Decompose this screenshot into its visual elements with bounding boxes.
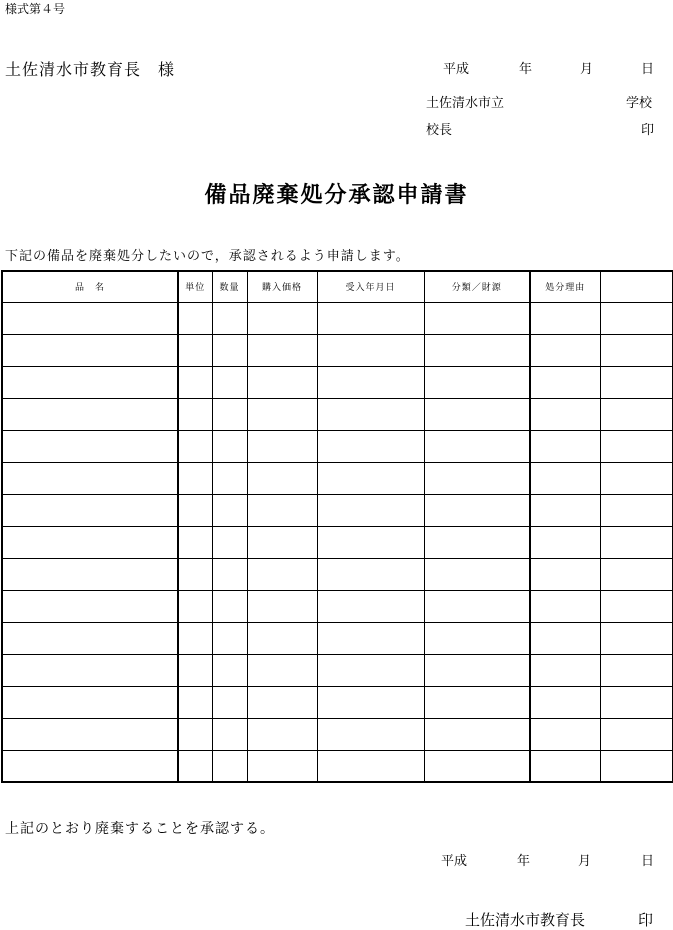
cell-disposal-reason[interactable] (530, 526, 600, 558)
date-bottom (0, 850, 673, 868)
cell-received-date[interactable] (317, 462, 424, 494)
cell-received-date[interactable] (317, 622, 424, 654)
cell-classification[interactable] (424, 302, 530, 334)
table-row (2, 558, 673, 590)
cell-disposal-reason[interactable] (530, 462, 600, 494)
cell-received-date[interactable] (317, 526, 424, 558)
date-era: 平成 (441, 854, 468, 869)
cell-received-date[interactable] (317, 334, 424, 366)
cell-unit[interactable] (178, 622, 212, 654)
cell-classification[interactable] (424, 686, 530, 718)
cell-classification[interactable] (424, 398, 530, 430)
cell-purchase-price[interactable] (247, 750, 317, 782)
cell-quantity[interactable] (212, 302, 247, 334)
cell-received-date[interactable] (317, 590, 424, 622)
cell-blank[interactable] (600, 334, 673, 366)
table-row (2, 622, 673, 654)
cell-item-name[interactable] (2, 334, 178, 366)
cell-purchase-price[interactable] (247, 558, 317, 590)
cell-classification[interactable] (424, 718, 530, 750)
cell-purchase-price[interactable] (247, 302, 317, 334)
cell-blank[interactable] (600, 654, 673, 686)
table-row (2, 654, 673, 686)
cell-classification[interactable] (424, 366, 530, 398)
cell-item-name[interactable] (2, 590, 178, 622)
cell-item-name[interactable] (2, 366, 178, 398)
cell-unit[interactable] (178, 718, 212, 750)
items-table (1, 270, 673, 783)
cell-blank[interactable] (600, 494, 673, 526)
cell-classification[interactable] (424, 558, 530, 590)
cell-quantity[interactable] (212, 590, 247, 622)
table-row (2, 494, 673, 526)
cell-classification[interactable] (424, 654, 530, 686)
form-number: 様式第４号 (5, 2, 66, 16)
cell-purchase-price[interactable] (247, 334, 317, 366)
cell-classification[interactable] (424, 462, 530, 494)
cell-item-name[interactable] (2, 686, 178, 718)
cell-disposal-reason[interactable] (530, 718, 600, 750)
approval-text: 上記のとおり廃棄することを承認する。 (5, 821, 275, 837)
header-classification: 分類／財源 (424, 271, 530, 302)
cell-received-date[interactable] (317, 654, 424, 686)
cell-received-date[interactable] (317, 558, 424, 590)
cell-received-date[interactable] (317, 430, 424, 462)
table-row (2, 398, 673, 430)
issuer-name: 土佐清水市教育長 (465, 911, 586, 929)
cell-item-name[interactable] (2, 526, 178, 558)
date-year: 年 (517, 854, 531, 869)
principal-label: 校長 (426, 123, 453, 138)
header-unit: 単位 (178, 271, 212, 302)
cell-purchase-price[interactable] (247, 686, 317, 718)
cell-quantity[interactable] (212, 686, 247, 718)
cell-received-date[interactable] (317, 494, 424, 526)
cell-classification[interactable] (424, 334, 530, 366)
cell-blank[interactable] (600, 718, 673, 750)
cell-unit[interactable] (178, 654, 212, 686)
cell-unit[interactable] (178, 686, 212, 718)
cell-quantity[interactable] (212, 558, 247, 590)
cell-item-name[interactable] (2, 398, 178, 430)
cell-quantity[interactable] (212, 462, 247, 494)
cell-blank[interactable] (600, 590, 673, 622)
date-day: 日 (641, 854, 655, 869)
cell-blank[interactable] (600, 622, 673, 654)
date-month: 月 (578, 854, 592, 869)
header-item-name: 品 名 (2, 271, 178, 302)
cell-quantity[interactable] (212, 654, 247, 686)
table-row (2, 430, 673, 462)
cell-item-name[interactable] (2, 462, 178, 494)
cell-quantity[interactable] (212, 718, 247, 750)
cell-unit[interactable] (178, 366, 212, 398)
cell-blank[interactable] (600, 750, 673, 782)
cell-item-name[interactable] (2, 750, 178, 782)
table-row (2, 750, 673, 782)
cell-unit[interactable] (178, 462, 212, 494)
cell-blank[interactable] (600, 398, 673, 430)
cell-purchase-price[interactable] (247, 398, 317, 430)
cell-purchase-price[interactable] (247, 526, 317, 558)
cell-received-date[interactable] (317, 750, 424, 782)
cell-classification[interactable] (424, 494, 530, 526)
cell-purchase-price[interactable] (247, 430, 317, 462)
cell-unit[interactable] (178, 494, 212, 526)
cell-unit[interactable] (178, 430, 212, 462)
cell-unit[interactable] (178, 334, 212, 366)
date-year: 年 (519, 62, 533, 77)
header-row (2, 271, 673, 302)
cell-purchase-price[interactable] (247, 462, 317, 494)
cell-disposal-reason[interactable] (530, 430, 600, 462)
cell-purchase-price[interactable] (247, 590, 317, 622)
cell-disposal-reason[interactable] (530, 686, 600, 718)
cell-unit[interactable] (178, 398, 212, 430)
date-era: 平成 (443, 62, 470, 77)
cell-received-date[interactable] (317, 366, 424, 398)
table-row (2, 462, 673, 494)
intro-text: 下記の備品を廃棄処分したいので，承認されるよう申請します。 (5, 249, 410, 264)
cell-disposal-reason[interactable] (530, 654, 600, 686)
school-prefix: 土佐清水市立 (426, 96, 505, 111)
cell-classification[interactable] (424, 430, 530, 462)
cell-received-date[interactable] (317, 718, 424, 750)
cell-blank[interactable] (600, 526, 673, 558)
cell-unit[interactable] (178, 558, 212, 590)
cell-quantity[interactable] (212, 622, 247, 654)
header-received-date: 受入年月日 (317, 271, 424, 302)
cell-item-name[interactable] (2, 654, 178, 686)
cell-classification[interactable] (424, 750, 530, 782)
cell-unit[interactable] (178, 302, 212, 334)
issuer-seal: 印 (638, 911, 654, 929)
table-row (2, 718, 673, 750)
cell-quantity[interactable] (212, 750, 247, 782)
cell-unit[interactable] (178, 526, 212, 558)
cell-unit[interactable] (178, 750, 212, 782)
table-row (2, 590, 673, 622)
cell-blank[interactable] (600, 462, 673, 494)
school-suffix: 学校 (626, 96, 653, 111)
date-top (0, 58, 673, 76)
cell-quantity[interactable] (212, 430, 247, 462)
table-row (2, 526, 673, 558)
header-quantity: 数量 (212, 271, 247, 302)
cell-received-date[interactable] (317, 686, 424, 718)
cell-blank[interactable] (600, 686, 673, 718)
cell-classification[interactable] (424, 590, 530, 622)
cell-received-date[interactable] (317, 302, 424, 334)
cell-item-name[interactable] (2, 718, 178, 750)
cell-purchase-price[interactable] (247, 622, 317, 654)
cell-item-name[interactable] (2, 558, 178, 590)
header-blank (600, 271, 673, 302)
cell-blank[interactable] (600, 302, 673, 334)
table-row (2, 302, 673, 334)
date-day: 日 (641, 62, 655, 77)
addressee: 土佐清水市教育長 様 (5, 60, 176, 79)
cell-purchase-price[interactable] (247, 366, 317, 398)
table-row (2, 334, 673, 366)
header-purchase-price: 購入価格 (247, 271, 317, 302)
cell-disposal-reason[interactable] (530, 750, 600, 782)
document-title: 備品廃棄処分承認申請書 (204, 183, 469, 208)
table-row (2, 686, 673, 718)
cell-quantity[interactable] (212, 334, 247, 366)
cell-disposal-reason[interactable] (530, 494, 600, 526)
table-row (2, 366, 673, 398)
cell-disposal-reason[interactable] (530, 622, 600, 654)
cell-blank[interactable] (600, 558, 673, 590)
cell-blank[interactable] (600, 430, 673, 462)
cell-disposal-reason[interactable] (530, 302, 600, 334)
principal-seal: 印 (641, 123, 655, 138)
cell-purchase-price[interactable] (247, 718, 317, 750)
header-disposal-reason: 処分理由 (530, 271, 600, 302)
cell-quantity[interactable] (212, 398, 247, 430)
cell-quantity[interactable] (212, 366, 247, 398)
cell-disposal-reason[interactable] (530, 334, 600, 366)
cell-disposal-reason[interactable] (530, 398, 600, 430)
date-month: 月 (580, 62, 594, 77)
cell-item-name[interactable] (2, 430, 178, 462)
cell-received-date[interactable] (317, 398, 424, 430)
cell-quantity[interactable] (212, 526, 247, 558)
cell-unit[interactable] (178, 590, 212, 622)
cell-item-name[interactable] (2, 494, 178, 526)
cell-classification[interactable] (424, 622, 530, 654)
cell-classification[interactable] (424, 526, 530, 558)
cell-blank[interactable] (600, 366, 673, 398)
cell-disposal-reason[interactable] (530, 366, 600, 398)
cell-quantity[interactable] (212, 494, 247, 526)
cell-purchase-price[interactable] (247, 654, 317, 686)
cell-item-name[interactable] (2, 302, 178, 334)
cell-disposal-reason[interactable] (530, 590, 600, 622)
cell-purchase-price[interactable] (247, 494, 317, 526)
cell-disposal-reason[interactable] (530, 558, 600, 590)
cell-item-name[interactable] (2, 622, 178, 654)
